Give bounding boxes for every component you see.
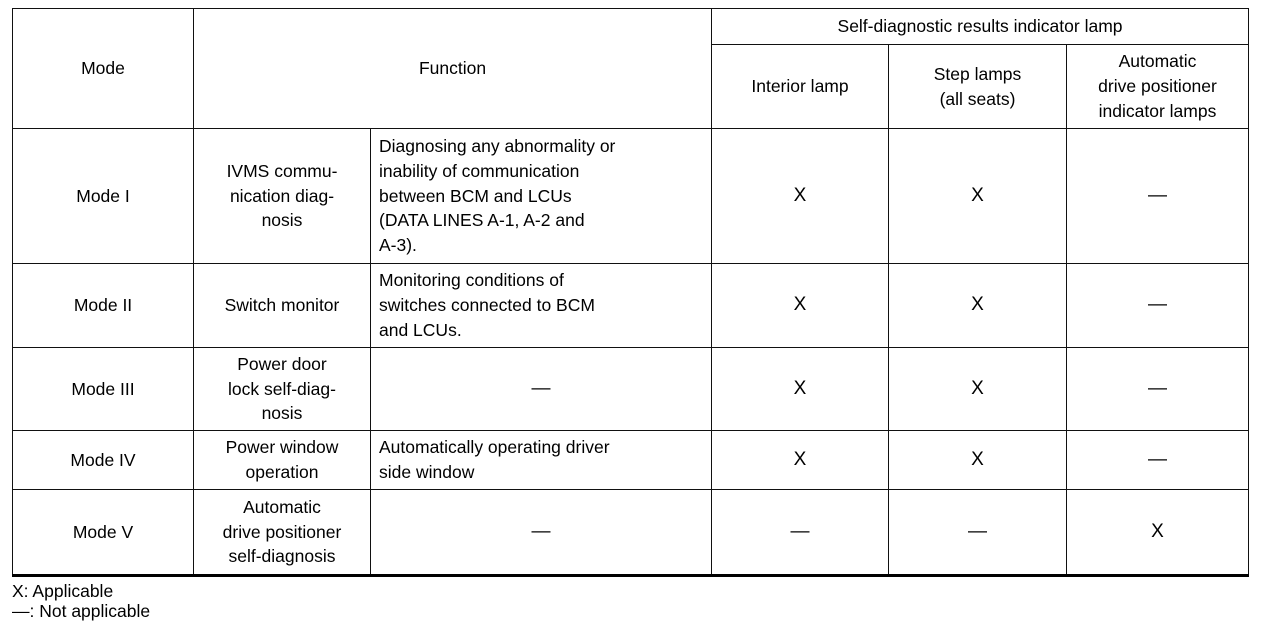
function-desc-line: (DATA LINES A-1, A-2 and (379, 210, 585, 231)
mode-cell: Mode IV (13, 431, 194, 490)
function-desc-line: A-3). (379, 235, 417, 256)
auto-lamps-mark: — (1067, 348, 1249, 431)
function-desc-line: inability of communication (379, 160, 580, 181)
function-name-line: nosis (261, 403, 303, 424)
function-name-line: nication diag- (229, 185, 335, 206)
header-mode: Mode (13, 9, 194, 129)
step-lamps-mark: — (889, 490, 1067, 576)
step-lamps-mark: X (889, 348, 1067, 431)
table-row (13, 348, 1249, 431)
interior-lamp-mark: — (712, 490, 889, 576)
function-name-cell (194, 490, 371, 576)
mode-cell: Mode I (13, 129, 194, 264)
table-row (13, 264, 1249, 348)
header-auto-drive-lamps (1067, 45, 1249, 129)
mode-cell: Mode V (13, 490, 194, 576)
header-auto-line3: indicator lamps (1098, 100, 1217, 121)
header-step-lamps-line2: (all seats) (939, 88, 1016, 109)
function-name-line: Power door (237, 353, 327, 374)
function-name-line: operation (245, 462, 319, 482)
step-lamps-mark: X (889, 264, 1067, 348)
function-desc-cell (371, 431, 712, 490)
function-name-cell (194, 264, 371, 348)
auto-lamps-mark: — (1067, 431, 1249, 490)
step-lamps-mark: X (889, 431, 1067, 490)
table-row (13, 129, 1249, 264)
function-name-cell (194, 348, 371, 431)
function-name-line: self-diagnosis (228, 546, 336, 567)
mode-cell: Mode II (13, 264, 194, 348)
function-name-line: lock self-diag- (228, 378, 336, 399)
header-step-lamps-line1: Step lamps (933, 63, 1022, 84)
function-name-cell (194, 129, 371, 264)
function-desc-line: switches connected to BCM (379, 295, 595, 316)
interior-lamp-mark: X (712, 129, 889, 264)
legend-applicable: X: Applicable (12, 581, 114, 601)
interior-lamp-mark: X (712, 431, 889, 490)
function-desc-cell: — (371, 490, 712, 576)
diagnosis-mode-table (12, 8, 1249, 577)
legend-not-applicable: —: Not applicable (12, 601, 151, 621)
function-name-cell (194, 431, 371, 490)
function-name-line: Switch monitor (224, 295, 340, 316)
interior-lamp-mark: X (712, 264, 889, 348)
function-name-line: IVMS commu- (226, 160, 338, 181)
function-desc-cell: — (371, 348, 712, 431)
function-name-line: Automatic (243, 496, 321, 517)
auto-lamps-mark: X (1067, 490, 1249, 576)
legend (12, 581, 150, 621)
header-auto-line1: Automatic (1118, 51, 1197, 72)
header-step-lamps (889, 45, 1067, 129)
function-desc-line: between BCM and LCUs (379, 185, 572, 206)
function-name-line: Power window (225, 437, 339, 458)
function-name-line: drive positioner (222, 521, 342, 542)
function-desc-line: side window (379, 462, 475, 482)
function-desc-cell (371, 264, 712, 348)
table-row (13, 431, 1249, 490)
interior-lamp-mark: X (712, 348, 889, 431)
function-desc-line: Monitoring conditions of (379, 270, 564, 291)
auto-lamps-mark: — (1067, 129, 1249, 264)
function-name-line: nosis (261, 210, 303, 231)
step-lamps-mark: X (889, 129, 1067, 264)
function-desc-line: Automatically operating driver (379, 437, 610, 458)
function-desc-line: and LCUs. (379, 319, 462, 340)
auto-lamps-mark: — (1067, 264, 1249, 348)
header-function: Function (194, 9, 712, 129)
table-row (13, 490, 1249, 576)
mode-cell: Mode III (13, 348, 194, 431)
header-indicator-group: Self-diagnostic results indicator lamp (712, 9, 1249, 45)
function-desc-cell (371, 129, 712, 264)
function-desc-line: Diagnosing any abnormality or (379, 135, 616, 156)
header-auto-line2: drive positioner (1098, 76, 1217, 97)
header-interior-lamp: Interior lamp (712, 45, 889, 129)
